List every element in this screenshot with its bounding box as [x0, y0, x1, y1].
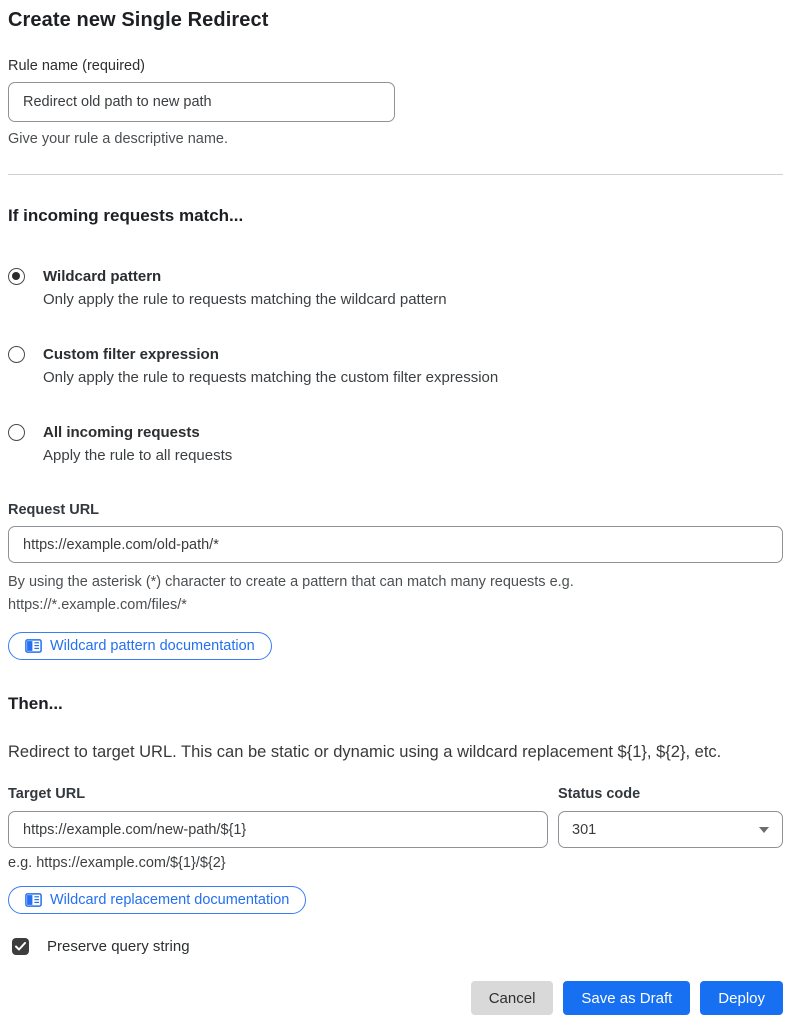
radio-all-incoming-requests-label: All incoming requests — [43, 424, 200, 441]
radio-button-icon[interactable] — [8, 424, 25, 441]
target-url-label: Target URL — [8, 786, 86, 802]
radio-custom-filter-expression-label: Custom filter expression — [43, 346, 219, 363]
rule-name-input[interactable] — [8, 82, 395, 122]
status-code-group — [558, 784, 783, 871]
request-url-helper — [8, 571, 783, 617]
request-url-input[interactable] — [8, 526, 783, 563]
status-code-value: 301 — [572, 821, 597, 838]
radio-wildcard-pattern-description: Only apply the rule to requests matching the wildcard pattern — [43, 291, 447, 308]
radio-button-icon[interactable] — [8, 346, 25, 363]
wildcard-replacement-docs-label: Wildcard replacement documentation — [50, 892, 290, 908]
target-url-helper: e.g. https://example.com/${1}/${2} — [8, 855, 226, 871]
deploy-button[interactable]: Deploy — [700, 981, 783, 1015]
page-title: Create new Single Redirect — [8, 9, 269, 31]
request-url-label: Request URL — [8, 502, 100, 518]
radio-all-incoming-requests-description: Apply the rule to all requests — [43, 447, 233, 464]
wildcard-pattern-docs-button[interactable] — [8, 632, 272, 660]
request-url-helper-line2: https://*.example.com/files/* — [8, 597, 187, 613]
radio-custom-filter-expression-description: Only apply the rule to requests matching the custom filter expression — [43, 369, 499, 386]
request-url-helper-line1: By using the asterisk (*) character to create a pattern that can match many requests e.g. — [8, 574, 574, 590]
rule-name-label: Rule name (required) — [8, 58, 146, 74]
checkbox-checked-icon[interactable] — [12, 938, 29, 955]
save-as-draft-button[interactable]: Save as Draft — [563, 981, 690, 1015]
target-url-input[interactable] — [8, 811, 548, 848]
cancel-button[interactable]: Cancel — [471, 981, 554, 1015]
wildcard-pattern-docs-label: Wildcard pattern documentation — [50, 638, 255, 654]
chevron-down-icon — [759, 827, 769, 833]
status-code-label: Status code — [558, 786, 641, 802]
then-section-description: Redirect to target URL. This can be static or dynamic using a wildcard replacement ${1}, ${2}, etc. — [8, 743, 722, 761]
then-section-heading: Then... — [8, 694, 63, 713]
request-url-group — [8, 500, 783, 660]
radio-button-icon[interactable] — [8, 268, 25, 285]
footer-actions — [8, 981, 783, 1015]
rule-name-helper: Give your rule a descriptive name. — [8, 131, 229, 147]
book-icon — [25, 639, 42, 653]
rule-name-group — [8, 56, 783, 151]
status-code-select[interactable] — [558, 811, 783, 848]
radio-all-incoming-requests[interactable] — [8, 422, 783, 467]
wildcard-replacement-docs-button[interactable] — [8, 886, 306, 914]
target-row — [8, 784, 783, 871]
preserve-query-string-row[interactable] — [12, 938, 783, 955]
radio-wildcard-pattern-label: Wildcard pattern — [43, 268, 162, 285]
preserve-query-string-label: Preserve query string — [47, 938, 190, 955]
radio-custom-filter-expression[interactable] — [8, 344, 783, 389]
match-section-heading: If incoming requests match... — [8, 206, 244, 225]
section-divider — [8, 174, 783, 175]
radio-wildcard-pattern[interactable] — [8, 266, 783, 311]
book-icon — [25, 893, 42, 907]
match-type-radio-group — [8, 266, 783, 467]
target-url-group — [8, 784, 548, 871]
